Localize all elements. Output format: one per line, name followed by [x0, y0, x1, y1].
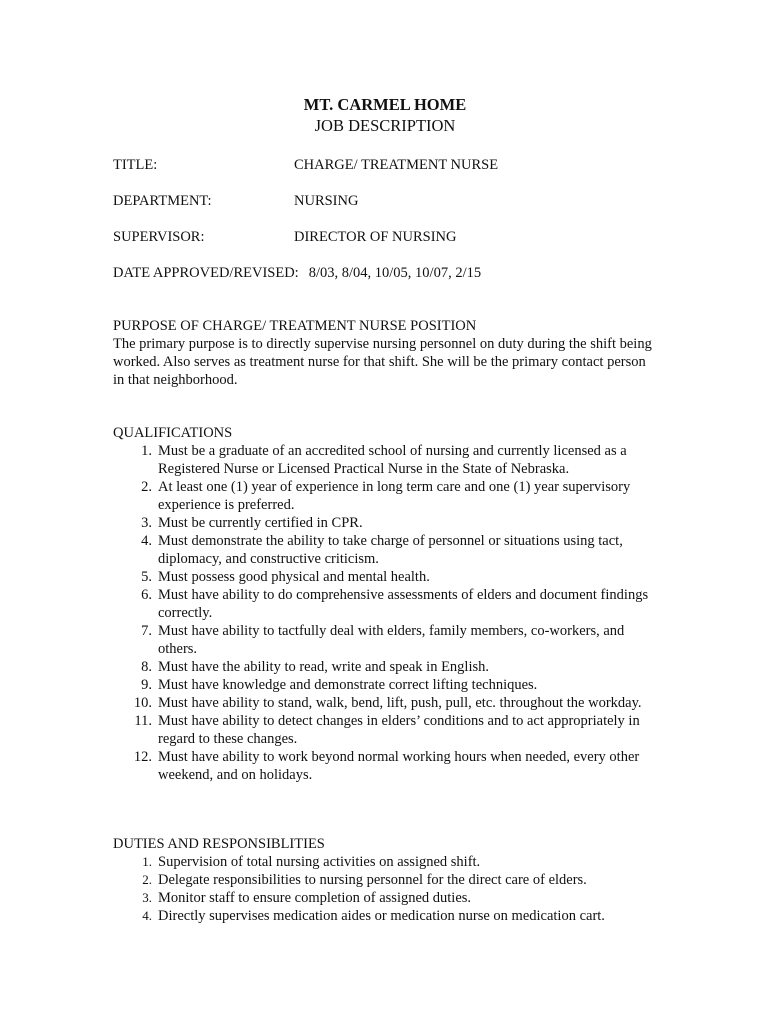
list-item: [113, 889, 658, 907]
list-item-text: Directly supervises medication aides or medication nurse on medication cart.: [158, 908, 605, 924]
qualifications-section: [113, 424, 673, 784]
field-title: [113, 155, 498, 175]
list-item: [113, 622, 658, 658]
list-item-text: Must have the ability to read, write and speak in English.: [158, 659, 490, 675]
list-item-number: 2.: [142, 872, 152, 887]
list-item-number: 7.: [141, 623, 152, 639]
list-item: [113, 442, 658, 478]
list-item-number: 3.: [141, 515, 152, 531]
qualifications-list: [113, 442, 673, 784]
list-item-number: 6.: [141, 587, 152, 603]
list-item-number: 10.: [133, 695, 152, 711]
list-item-text: Must be a graduate of an accredited school of nursing and currently licensed as a Registered Nurse or Licensed Practical Nurse in the State of Nebraska.: [158, 443, 627, 477]
list-item-text: Must have ability to do comprehensive assessments of elders and document findings correctly.: [158, 587, 649, 621]
purpose-heading: PURPOSE OF CHARGE/ TREATMENT NURSE POSITION: [113, 318, 477, 334]
list-item: [113, 568, 658, 586]
field-date-approved-label: DATE APPROVED/REVISED:: [113, 265, 299, 281]
document-header: [0, 94, 770, 136]
list-item-number: 9.: [141, 677, 152, 693]
field-title-value: CHARGE/ TREATMENT NURSE: [294, 157, 499, 173]
list-item-number: 4.: [141, 533, 152, 549]
list-item-text: Must have knowledge and demonstrate correct lifting techniques.: [158, 677, 538, 693]
list-item-text: Must have ability to detect changes in elders’ conditions and to act appropriately in regard to these changes.: [158, 713, 640, 747]
field-supervisor-label: SUPERVISOR:: [113, 229, 205, 245]
duties-section: [113, 835, 673, 925]
list-item-text: Must possess good physical and mental health.: [158, 569, 430, 585]
list-item-number: 4.: [142, 908, 152, 923]
field-department-value: NURSING: [294, 193, 359, 209]
document-type: JOB DESCRIPTION: [314, 116, 456, 135]
list-item: [113, 712, 658, 748]
list-item: [113, 478, 658, 514]
list-item-text: Must have ability to work beyond normal working hours when needed, every other weekend, and on holidays.: [158, 749, 640, 783]
list-item-text: Must be currently certified in CPR.: [158, 515, 363, 531]
list-item: [113, 907, 658, 925]
purpose-text: The primary purpose is to directly supervise nursing personnel on duty during the shift being worked. Also serves as treatment nurse for that shift. She will be the primary contact person in that neighborhood.: [113, 336, 652, 388]
list-item: [113, 658, 658, 676]
list-item: [113, 871, 658, 889]
list-item: [113, 748, 658, 784]
list-item: [113, 694, 658, 712]
list-item-number: 8.: [141, 659, 152, 675]
list-item: [113, 532, 658, 568]
list-item-number: 5.: [141, 569, 152, 585]
organization-name: MT. CARMEL HOME: [303, 95, 467, 114]
list-item-number: 1.: [142, 854, 152, 869]
field-supervisor: [113, 227, 456, 247]
list-item-number: 2.: [141, 479, 152, 495]
field-date-approved-value: 8/03, 8/04, 10/05, 10/07, 2/15: [308, 265, 482, 281]
field-title-label: TITLE:: [113, 157, 158, 173]
list-item-text: Supervision of total nursing activities on assigned shift.: [158, 854, 481, 870]
field-date-approved: [113, 263, 481, 283]
list-item-text: Must have ability to stand, walk, bend, lift, push, pull, etc. throughout the workday.: [158, 695, 642, 711]
purpose-section: [113, 317, 673, 389]
list-item: [113, 676, 658, 694]
list-item-text: Delegate responsibilities to nursing personnel for the direct care of elders.: [158, 872, 587, 888]
list-item: [113, 853, 658, 871]
field-supervisor-value: DIRECTOR OF NURSING: [294, 229, 457, 245]
field-department-label: DEPARTMENT:: [113, 193, 212, 209]
list-item-text: Must have ability to tactfully deal with elders, family members, co-workers, and others.: [158, 623, 625, 657]
list-item-number: 3.: [142, 890, 152, 905]
field-department: [113, 191, 358, 211]
list-item-text: At least one (1) year of experience in long term care and one (1) year supervisory experience is preferred.: [158, 479, 631, 513]
duties-list: [113, 853, 673, 925]
qualifications-heading: QUALIFICATIONS: [113, 425, 233, 441]
list-item: [113, 514, 658, 532]
list-item-number: 1.: [141, 443, 152, 459]
list-item-text: Must demonstrate the ability to take charge of personnel or situations using tact, diplomacy, and constructive criticism.: [158, 533, 623, 567]
list-item-text: Monitor staff to ensure completion of assigned duties.: [158, 890, 472, 906]
duties-heading: DUTIES AND RESPONSIBLITIES: [113, 836, 325, 852]
list-item: [113, 586, 658, 622]
list-item-number: 11.: [134, 713, 152, 729]
list-item-number: 12.: [133, 749, 152, 765]
